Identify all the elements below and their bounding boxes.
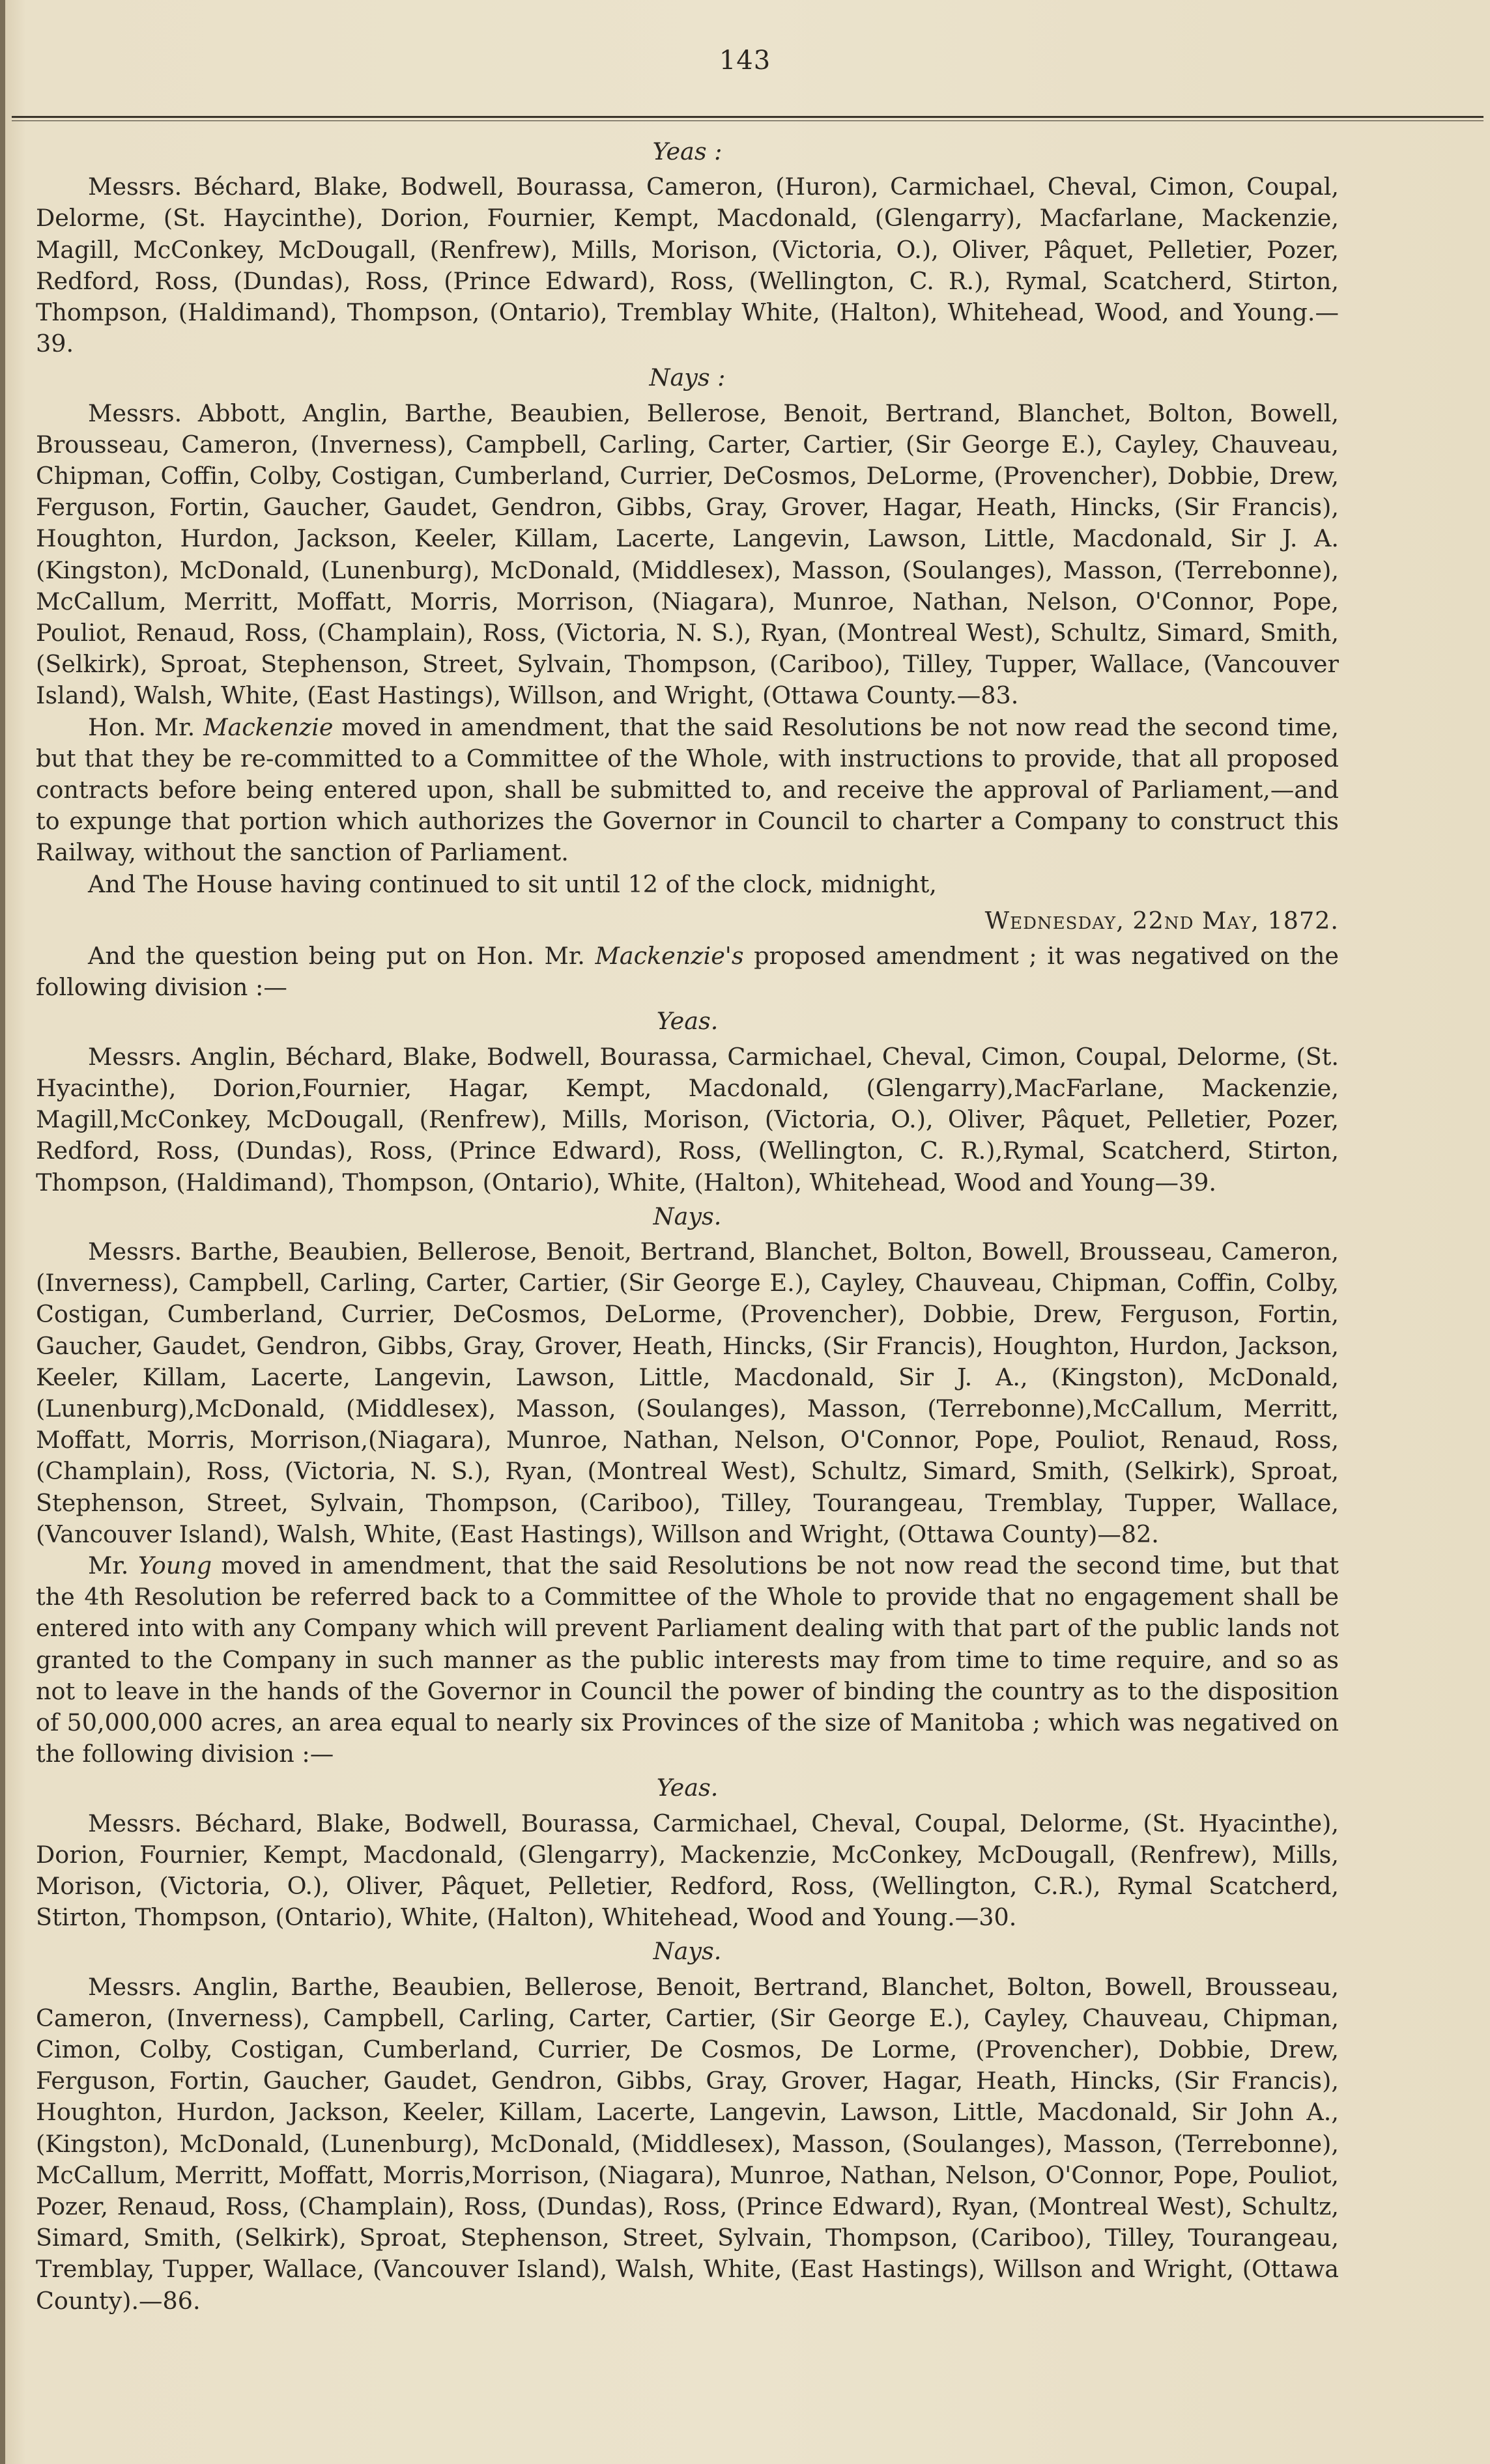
- header-rule: [12, 116, 1483, 121]
- motion-young: [36, 1550, 1339, 1770]
- question-1-mover: Mackenzie's: [595, 942, 744, 970]
- motion-1-text: moved in amendment, that the said Resolutions be not now read the second time, but that they be re-committed to a Committee of the Whole, with instructions to provide, that all proposed contracts before being entered upon, shall be submitted to, and receive the approval of Parliament,—and to expunge that portion which authorizes the Governor in Council to charter a Company to construct this Railway, without the sanction of Parliament.: [36, 713, 1339, 867]
- page-body: [36, 134, 1339, 2317]
- motion-1-prefix: Hon. Mr.: [88, 713, 204, 741]
- motion-mackenzie: [36, 712, 1339, 869]
- yeas-list-1: Messrs. Béchard, Blake, Bodwell, Bourassa, Cameron, (Huron), Carmichael, Cheval, Cimon, Coupal, Delorme, (St. Haycinthe), Dorion, Fournier, Kempt, Macdonald, (Glengarry), Macfarlane, Mackenzie, Magill, McConkey, McDougall, (Renfrew), Mills, Morison, (Victoria, O.), Oliver, Pâquet, Pelletier, Pozer, Redford, Ross, (Dundas), Ross, (Prince Edward), Ross, (Wellington, C. R.), Rymal, Scatcherd, Stirton, Thompson, (Haldimand), Thompson, (Ontario), Tremblay White, (Halton), Whitehead, Wood, and Young.—39.: [36, 173, 1339, 358]
- yeas-heading-3: Yeas.: [656, 1774, 719, 1802]
- question-1-prefix: And the question being put on Hon. Mr.: [88, 942, 595, 970]
- page-number: 143: [719, 46, 771, 76]
- motion-2-text: moved in amendment, that the said Resolutions be not now read the second time, but that the 4th Resolution be referred back to a Committee of the Whole to provide that no engagement shall be entered into with any Company which will prevent Parliament dealing with that part of the public lands not granted to the Company in such manner as the public interests may from time to time require, and so as not to leave in the hands of the Governor in Council the power of binding the country as to the disposition of 50,000,000 acres, an area equal to nearly six Provinces of the size of Manitoba ; which was negatived on the following division :—: [36, 1551, 1339, 1768]
- page-binding-edge: [0, 0, 5, 2464]
- question-mackenzie: [36, 941, 1339, 1003]
- nays-list-2: Messrs. Barthe, Beaubien, Bellerose, Benoit, Bertrand, Blanchet, Bolton, Bowell, Brousseau, Cameron, (Inverness), Campbell, Carling, Carter, Cartier, (Sir George E.), Cayley, Chauveau, Chipman, Coffin, Colby, Costigan, Cumberland, Currier, DeCosmos, DeLorme, (Provencher), Dobbie, Drew, Ferguson, Fortin, Gaucher, Gaudet, Gendron, Gibbs, Gray, Grover, Heath, Hincks, (Sir Francis), Houghton, Hurdon, Jackson, Keeler, Killam, Lacerte, Langevin, Lawson, Little, Macdonald, Sir J. A., (Kingston), McDonald, (Lunenburg),McDonald, (Middlesex), Masson, (Soulanges), Masson, (Terrebonne),McCallum, Merritt, Moffatt, Morris, Morrison,(Niagara), Munroe, Nathan, Nelson, O'Connor, Pope, Pouliot, Renaud, Ross, (Champlain), Ross, (Victoria, N. S.), Ryan, (Montreal West), Schultz, Simard, Smith, (Selkirk), Sproat, Stephenson, Street, Sylvain, Thompson, (Cariboo), Tilley, Tourangeau, Tremblay, Tupper, Wallace, (Vancouver Island), Walsh, White, (East Hastings), Willson and Wright, (Ottawa County)—82.: [36, 1237, 1339, 1548]
- yeas-list-2: Messrs. Anglin, Béchard, Blake, Bodwell, Bourassa, Carmichael, Cheval, Cimon, Coupal, Delorme, (St. Hyacinthe), Dorion,Fournier, Hagar, Kempt, Macdonald, (Glengarry),MacFarlane, Mackenzie, Magill,McConkey, McDougall, (Renfrew), Mills, Morison, (Victoria, O.), Oliver, Pâquet, Pelletier, Pozer, Redford, Ross, (Dundas), Ross, (Prince Edward), Ross, (Wellington, C. R.),Rymal, Scatcherd, Stirton, Thompson, (Haldimand), Thompson, (Ontario), White, (Halton), Whitehead, Wood and Young—39.: [36, 1042, 1339, 1197]
- nays-list-1: Messrs. Abbott, Anglin, Barthe, Beaubien, Bellerose, Benoit, Bertrand, Blanchet, Bolton, Bowell, Brousseau, Cameron, (Inverness), Campbell, Carling, Carter, Cartier, (Sir George E.), Cayley, Chauveau, Chipman, Coffin, Colby, Costigan, Cumberland, Currier, DeCosmos, DeLorme, (Provencher), Dobbie, Drew, Ferguson, Fortin, Gaucher, Gaudet, Gendron, Gibbs, Gray, Grover, Hagar, Heath, Hincks, (Sir Francis), Houghton, Hurdon, Jackson, Keeler, Killam, Lacerte, Langevin, Lawson, Little, Macdonald, Sir J. A. (Kingston), McDonald, (Lunenburg), McDonald, (Middlesex), Masson, (Soulanges), Masson, (Terrebonne), McCallum, Merritt, Moffatt, Morris, Morrison, (Niagara), Munroe, Nathan, Nelson, O'Connor, Pope, Pouliot, Renaud, Ross, (Champlain), Ross, (Victoria, N. S.), Ryan, (Montreal West), Schultz, Simard, Smith, (Selkirk), Sproat, Stephenson, Street, Sylvain, Thompson, (Cariboo), Tilley, Tupper, Wallace, (Vancouver Island), Walsh, White, (East Hastings), Willson, and Wright, (Ottawa County.—83.: [36, 399, 1339, 710]
- sitting-note: And The House having continued to sit until 12 of the clock, midnight,: [88, 870, 937, 898]
- yeas-heading-1: Yeas :: [652, 137, 723, 165]
- nays-heading-3: Nays.: [653, 1937, 722, 1966]
- dateline: Wednesday, 22nd May, 1872.: [984, 906, 1339, 935]
- question-1-text: proposed amendment ; it was negatived on the following division :—: [36, 942, 1339, 1002]
- yeas-heading-2: Yeas.: [656, 1007, 719, 1036]
- nays-heading-1: Nays :: [649, 363, 726, 392]
- motion-1-mover: Mackenzie: [203, 713, 334, 741]
- yeas-list-3: Messrs. Béchard, Blake, Bodwell, Bourassa, Carmichael, Cheval, Coupal, Delorme, (St. Hyacinthe), Dorion, Fournier, Kempt, Macdonald, (Glengarry), Mackenzie, McConkey, McDougall, (Renfrew), Mills, Morison, (Victoria, O.), Oliver, Pâquet, Pelletier, Redford, Ross, (Wellington, C.R.), Rymal Scatcherd, Stirton, Thompson, (Ontario), White, (Halton), Whitehead, Wood and Young.—30.: [36, 1809, 1339, 1932]
- motion-2-mover: Young: [137, 1551, 212, 1579]
- nays-heading-2: Nays.: [653, 1202, 722, 1230]
- motion-2-prefix: Mr.: [88, 1551, 138, 1579]
- nays-list-3: Messrs. Anglin, Barthe, Beaubien, Bellerose, Benoit, Bertrand, Blanchet, Bolton, Bowell, Brousseau, Cameron, (Inverness), Campbell, Carling, Carter, Cartier, (Sir George E.), Cayley, Chauveau, Chipman, Cimon, Colby, Costigan, Cumberland, Currier, De Cosmos, De Lorme, (Provencher), Dobbie, Drew, Ferguson, Fortin, Gaucher, Gaudet, Gendron, Gibbs, Gray, Grover, Hagar, Heath, Hincks, (Sir Francis), Houghton, Hurdon, Jackson, Keeler, Killam, Lacerte, Langevin, Lawson, Little, Macdonald, Sir John A., (Kingston), McDonald, (Lunenburg), McDonald, (Middlesex), Masson, (Soulanges), Masson, (Terrebonne), McCallum, Merritt, Moffatt, Morris,Morrison, (Niagara), Munroe, Nathan, Nelson, O'Connor, Pope, Pouliot, Pozer, Renaud, Ross, (Champlain), Ross, (Dundas), Ross, (Prince Edward), Ryan, (Montreal West), Schultz, Simard, Smith, (Selkirk), Sproat, Stephenson, Street, Sylvain, Thompson, (Cariboo), Tilley, Tourangeau, Tremblay, Tupper, Wallace, (Vancouver Island), Walsh, White, (East Hastings), Willson and Wright, (Ottawa County).—86.: [36, 1972, 1339, 2315]
